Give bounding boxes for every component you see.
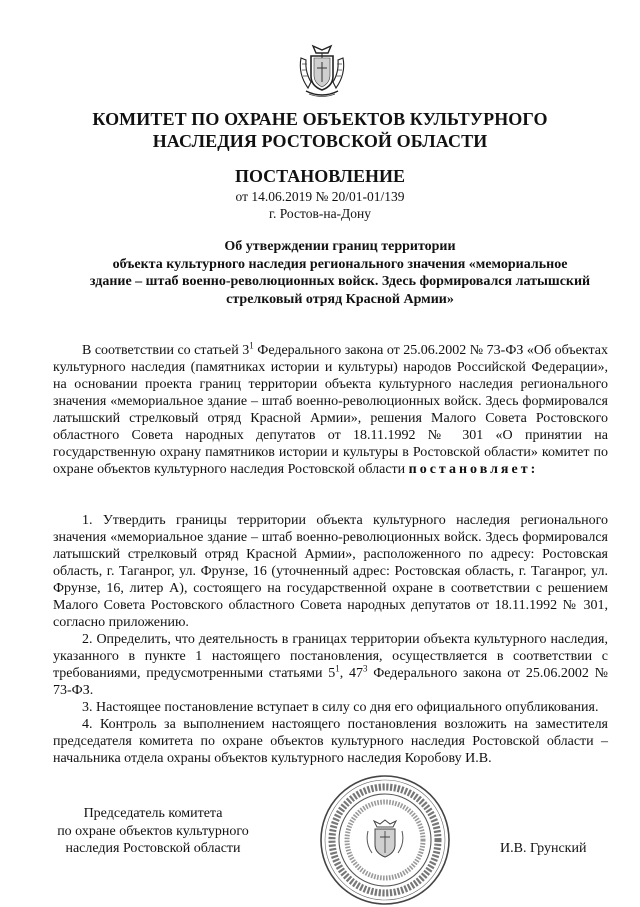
subject-line-2: объекта культурного наследия регионального значения «мемориальное <box>112 256 568 272</box>
point-2 <box>53 631 608 699</box>
decree-city: г. Ростов-на-Дону <box>268 206 371 221</box>
point-1: 1. Утвердить границы территории объекта культурного наследия регионального значения «мемориальное здание – штаб военно-революционных войск. Здесь формировался латышский стрелковый отряд Красной Армии», расположенного по адресу: Ростовская область, г. Таганрог, ул. Фрунзе, 16 (уточненный адрес: Ростовская область, г. Таганрог, ул. Фрунзе, 16, литер А), состоящего на государственной охране в соответствии с решением Малого Совета Ростовского областного Совета народных депутатов от 18.11.1992 № 301, согласно приложению. <box>53 513 608 630</box>
subject-line-1: Об утверждении границ территории <box>224 239 456 254</box>
official-round-seal-icon <box>318 773 452 907</box>
decree-title: ПОСТАНОВЛЕНИЕ <box>234 166 406 186</box>
position-line-3: наследия Ростовской области <box>65 841 241 856</box>
rostov-region-coat-of-arms-icon <box>297 42 347 100</box>
decree-subject <box>60 238 620 308</box>
resolves-word: постановляет: <box>408 462 539 477</box>
point-2-text-middle: , 47 <box>339 666 363 681</box>
committee-line-2: НАСЛЕДИЯ РОСТОВСКОЙ ОБЛАСТИ <box>152 131 488 151</box>
position-line-1: Председатель комитета <box>83 806 223 821</box>
subject-line-4: стрелковый отряд Красной Армии» <box>226 291 454 307</box>
preamble <box>53 342 608 478</box>
resolution-points <box>53 512 608 767</box>
subject-line-3: здание – штаб военно-революционных войск. Здесь формировался латышский <box>89 274 591 289</box>
signatory-name: И.В. Грунский <box>500 841 587 856</box>
committee-line-1: КОМИТЕТ ПО ОХРАНЕ ОБЪЕКТОВ КУЛЬТУРНОГО <box>92 109 548 129</box>
point-2-text-end: Федерального закона от 25.06.2002 № 73-ФЗ. <box>53 666 609 698</box>
point-4: 4. Контроль за выполнением настоящего постановления возложить на заместителя председателя комитета по охране объектов культурного наследия Ростовской области – начальника отдела охраны объектов культурного наследия Коробову И.В. <box>53 717 608 766</box>
point-3: 3. Настоящее постановление вступает в силу со дня его официального опубликования. <box>82 700 599 715</box>
position-line-2: по охране объектов культурного <box>57 823 249 839</box>
preamble-paragraph <box>53 342 608 478</box>
preamble-text-main: Федерального закона от 25.06.2002 № 73-ФЗ «Об объектах культурного наследия (памятниках истории и культуры) народов Российской Федерации», на основании проекта границ территории объекта культурного наследия регионального значения «мемориальное здание – штаб военно-революционных войск. Здесь формировался латышский стрелковый отряд Красной Армии», решения Малого Совета Ростовского областного Совета народных депутатов от 18.11.1992 № 301 «О принятии на государственную охрану памятников истории и культуры в Ростовской области» комитет по охране объектов культурного наследия Ростовской области <box>53 343 608 477</box>
committee-name <box>60 108 580 152</box>
preamble-text-start: В соответствии со статьей 3 <box>82 343 250 358</box>
point-2-text-start: 2. Определить, что деятельность в границах территории объекта культурного наследия, указанного в пункте 1 настоящего постановления, осуществляется в соответствии с требованиями, предусмотренными статьями 5 <box>53 632 608 681</box>
signatory-position <box>53 805 253 858</box>
point-2-superscript-2: 3 <box>362 663 368 674</box>
decree-date: от 14.06.2019 № 20/01-01/139 <box>235 189 405 204</box>
point-2-superscript-1: 1 <box>335 663 340 674</box>
article-superscript: 1 <box>249 340 254 351</box>
